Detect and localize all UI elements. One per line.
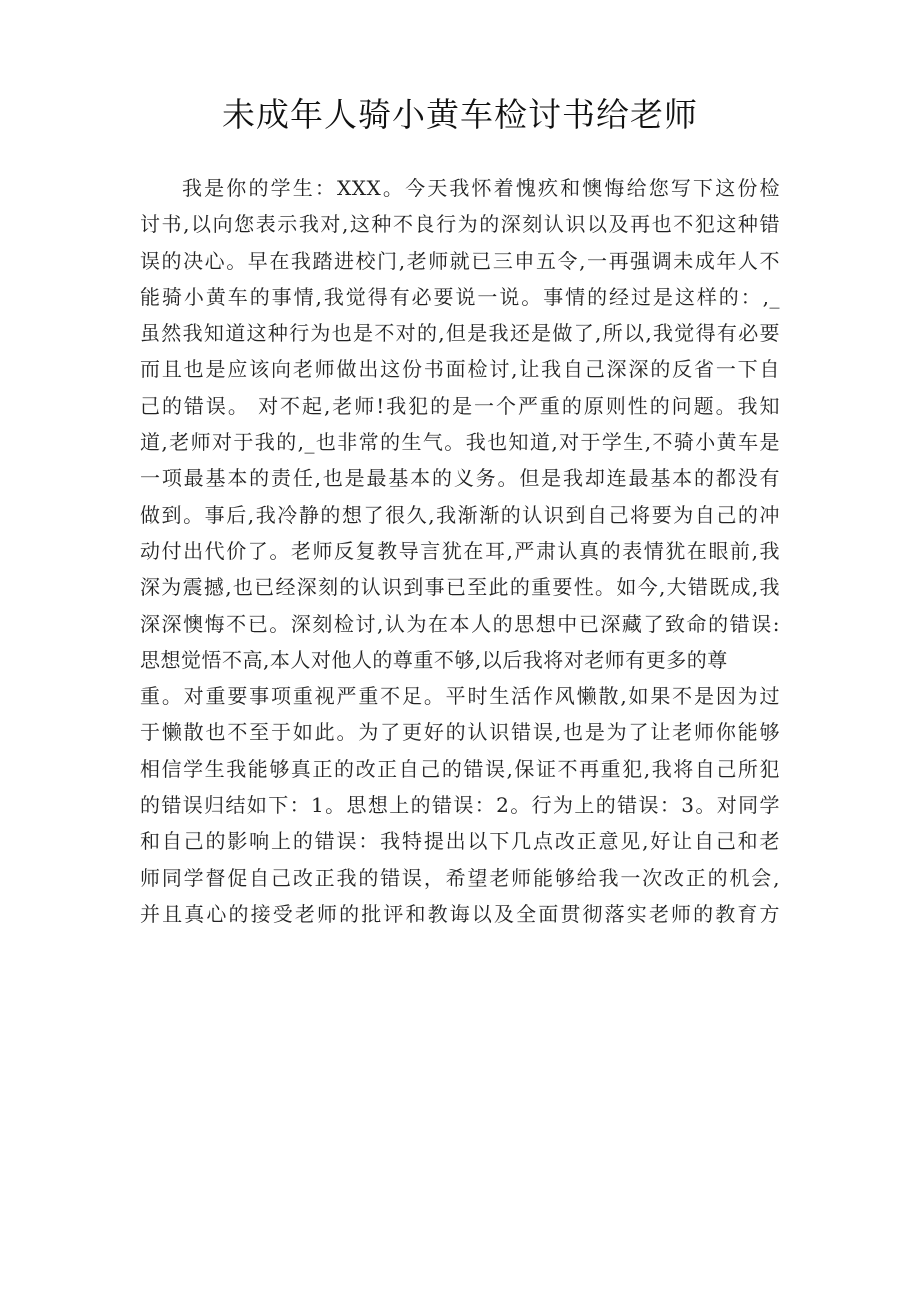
body-line: 动付出代价了。老师反复教导言犹在耳,严肃认真的表情犹在眼前,我	[140, 538, 780, 563]
body-line: 重。对重要事项重视严重不足。平时生活作风懒散,如果不是因为过	[140, 684, 780, 709]
body-line: 道,老师对于我的,_也非常的生气。我也知道,对于学生,不骑小黄车是	[140, 430, 780, 455]
body-line: 深为震撼,也已经深刻的认识到事已至此的重要性。如今,大错既成,我	[140, 575, 780, 600]
body-line: 做到。事后,我冷静的想了很久,我渐渐的认识到自己将要为自己的冲	[140, 502, 780, 527]
body-line: 深深懊悔不已。深刻检讨,认为在本人的思想中已深藏了致命的错误:	[140, 611, 780, 636]
body-line: 而且也是应该向老师做出这份书面检讨,让我自己深深的反省一下自	[140, 357, 780, 382]
body-line: 于懒散也不至于如此。为了更好的认识错误,也是为了让老师你能够	[140, 720, 780, 745]
body-line: 相信学生我能够真正的改正自己的错误,保证不再重犯,我将自己所犯	[140, 756, 780, 781]
body-line: 我是你的学生：XXX。今天我怀着愧疚和懊悔给您写下这份检	[182, 176, 780, 200]
body-line: 思想觉悟不高,本人对他人的尊重不够,以后我将对老师有更多的尊	[140, 647, 728, 672]
body-line: 和自己的影响上的错误：我特提出以下几点改正意见,好让自己和老	[140, 829, 780, 854]
body-line: 的错误归结如下：1。思想上的错误：2。行为上的错误：3。对同学	[140, 793, 780, 818]
body-line: 己的错误。 对不起,老师!我犯的是一个严重的原则性的问题。我知	[140, 393, 780, 418]
body-line: 误的决心。早在我踏进校门,老师就已三申五令,一再强调未成年人不	[140, 248, 780, 273]
body-line: 师同学督促自己改正我的错误，希望老师能够给我一次改正的机会,	[140, 865, 780, 890]
body-line: 讨书,以向您表示我对,这种不良行为的深刻认识以及再也不犯这种错	[140, 212, 780, 237]
body-line: 一项最基本的责任,也是最基本的义务。但是我却连最基本的都没有	[140, 466, 780, 491]
document-title: 未成年人骑小黄车检讨书给老师	[222, 95, 698, 134]
body-line: 并且真心的接受老师的批评和教诲以及全面贯彻落实老师的教育方	[140, 901, 780, 926]
document-body	[140, 170, 780, 932]
body-line: 虽然我知道这种行为也是不对的,但是我还是做了,所以,我觉得有必要	[140, 321, 780, 346]
body-line: 能骑小黄车的事情,我觉得有必要说一说。事情的经过是这样的：,_	[140, 284, 780, 309]
